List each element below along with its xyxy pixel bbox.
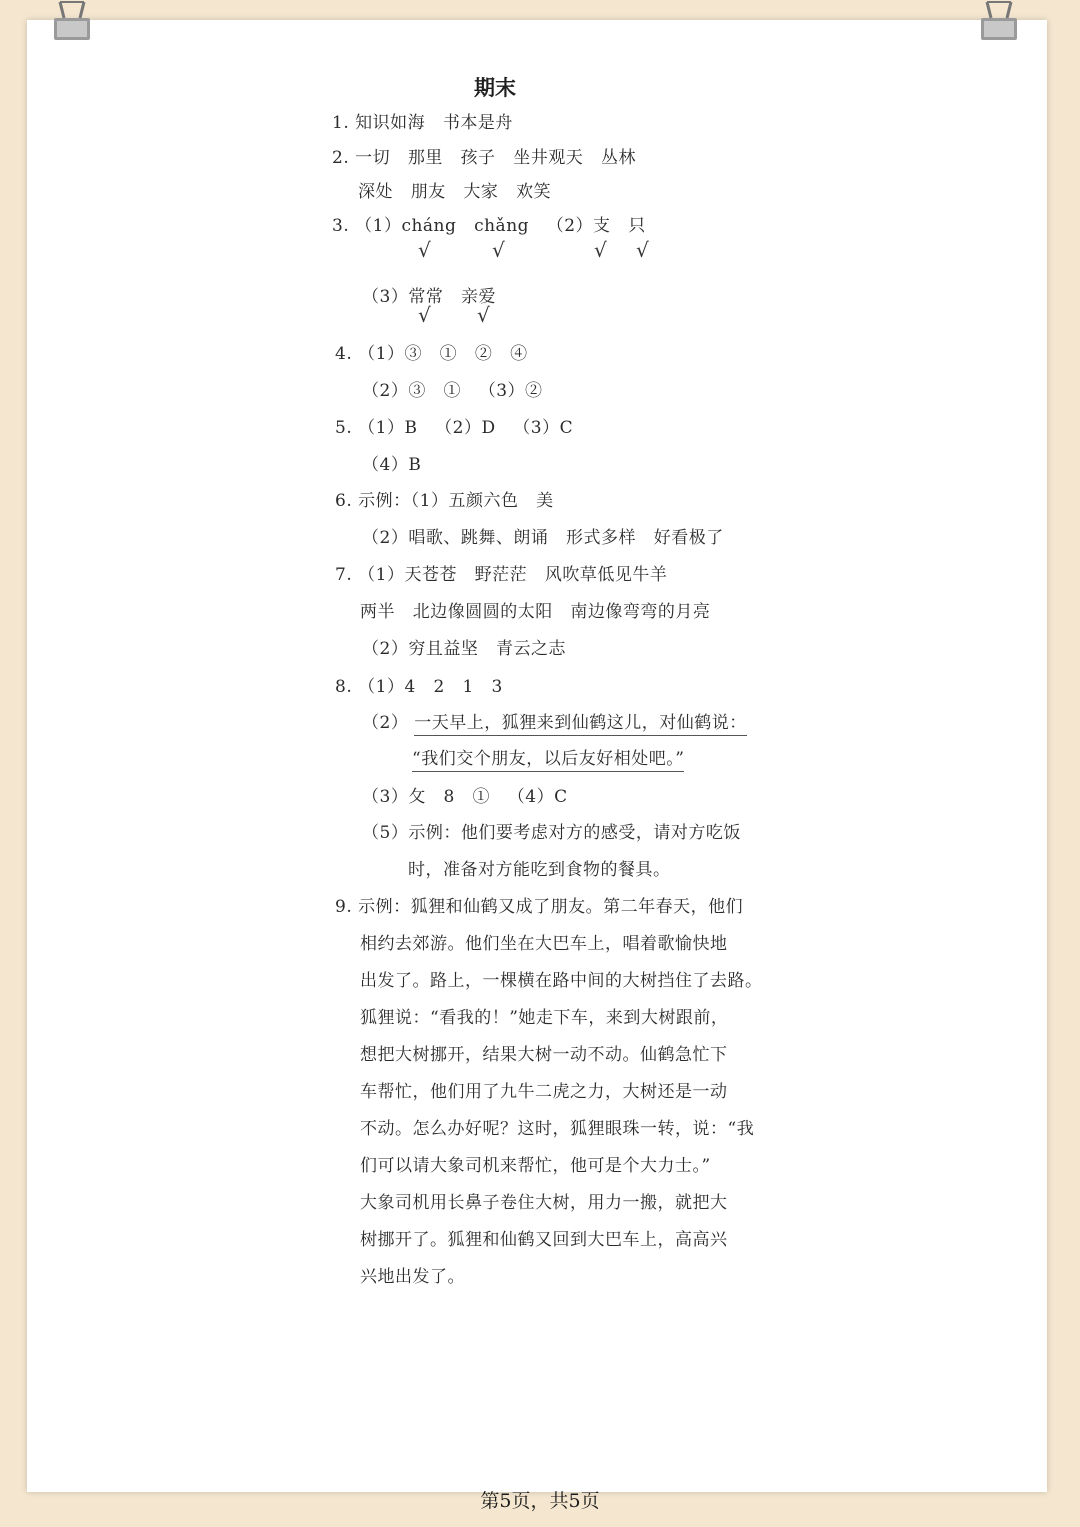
- answer-8-underlined-sentence: 一天早上，狐狸来到仙鹤这儿，对仙鹤说：: [414, 713, 747, 736]
- binder-clip-icon: [977, 0, 1021, 44]
- answer-8-line-1: 8. （1）4 2 1 3: [335, 677, 503, 697]
- answer-9-line: 相约去郊游。他们坐在大巴车上，唱着歌愉快地: [360, 934, 728, 954]
- answer-2-line-2: 深处 朋友 大家 欢笑: [358, 182, 552, 202]
- check-mark: √: [477, 303, 490, 327]
- answer-9-line: 树挪开了。狐狸和仙鹤又回到大巴车上，高高兴: [360, 1230, 728, 1250]
- answer-5-line-2: （4）B: [362, 455, 422, 475]
- answer-8-underlined-quote: “我们交个朋友，以后友好相处吧。”: [412, 749, 684, 772]
- answer-8-sub-label: （2）: [362, 713, 409, 733]
- answer-8-line-3: [412, 744, 684, 769]
- answer-6-line-1: 6. 示例：（1）五颜六色 美: [335, 491, 554, 511]
- check-mark: √: [594, 238, 607, 262]
- answer-9-line: 想把大树挪开，结果大树一动不动。仙鹤急忙下: [360, 1045, 728, 1065]
- answer-8-line-4: （3）攵 8 ① （4）C: [362, 787, 568, 807]
- answer-7-line-1: 7. （1）天苍苍 野茫茫 风吹草低见牛羊: [335, 565, 668, 585]
- check-mark: √: [636, 238, 649, 262]
- check-mark: √: [418, 303, 431, 327]
- answer-9-line: 狐狸说：“看我的！”她走下车，来到大树跟前，: [360, 1008, 729, 1028]
- page-title: 期末: [474, 76, 516, 100]
- answer-9-line: 大象司机用长鼻子卷住大树，用力一搬，就把大: [360, 1193, 728, 1213]
- answer-8-line-5: （5）示例：他们要考虑对方的感受，请对方吃饭: [362, 823, 741, 843]
- answer-5-line-1: 5. （1）B （2）D （3）C: [335, 418, 574, 438]
- answer-9-line: 9. 示例：狐狸和仙鹤又成了朋友。第二年春天，他们: [335, 897, 744, 917]
- answer-7-line-3: （2）穷且益坚 青云之志: [362, 639, 567, 659]
- answer-9-line: 车帮忙，他们用了九牛二虎之力，大树还是一动: [360, 1082, 728, 1102]
- binder-clip-icon: [50, 0, 94, 44]
- answer-3-line-2: （3）常常 亲爱: [362, 287, 497, 307]
- answer-2-line-1: 2. 一切 那里 孩子 坐井观天 丛林: [332, 148, 636, 168]
- answer-9-line: 出发了。路上，一棵横在路中间的大树挡住了去路。: [360, 971, 763, 991]
- answer-8-line-2: [362, 708, 747, 733]
- answer-8-line-6: 时，准备对方能吃到食物的餐具。: [408, 860, 671, 880]
- answer-1: 1. 知识如海 书本是舟: [332, 113, 513, 133]
- answer-9-line: 们可以请大象司机来帮忙，他可是个大力士。”: [360, 1156, 711, 1176]
- check-mark: √: [418, 238, 431, 262]
- check-mark: √: [492, 238, 505, 262]
- answer-4-line-1: 4. （1）③ ① ② ④: [335, 344, 528, 364]
- page-indicator: 第5页，共5页: [480, 1490, 600, 1512]
- answer-3-line-1: 3. （1）cháng chǎng （2）支 只: [332, 216, 646, 236]
- answer-7-line-2: 两半 北边像圆圆的太阳 南边像弯弯的月亮: [360, 602, 711, 622]
- answer-6-line-2: （2）唱歌、跳舞、朗诵 形式多样 好看极了: [362, 528, 724, 548]
- answer-9-line: 不动。怎么办好呢？这时，狐狸眼珠一转，说：“我: [360, 1119, 755, 1139]
- answer-9-line: 兴地出发了。: [360, 1267, 465, 1287]
- answer-4-line-2: （2）③ ① （3）②: [362, 381, 543, 401]
